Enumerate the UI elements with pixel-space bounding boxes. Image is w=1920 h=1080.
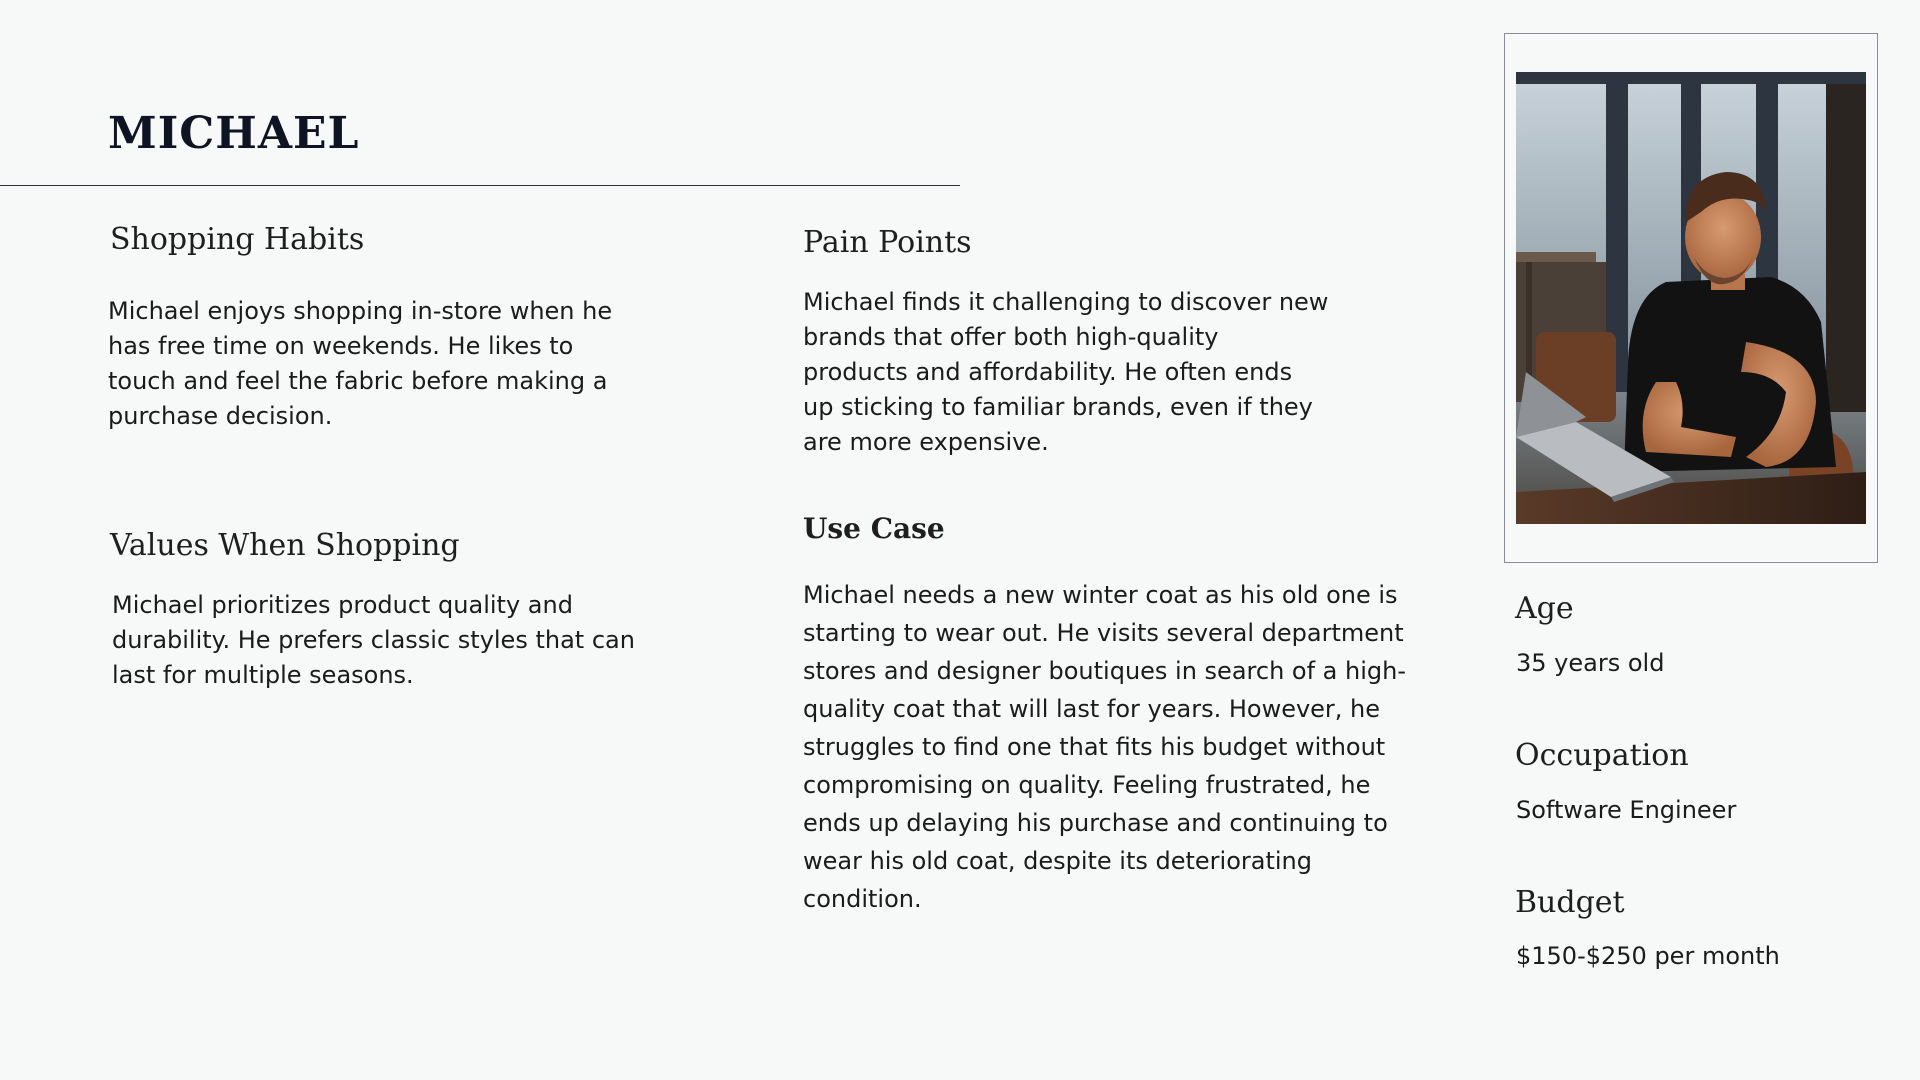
persona-photo-frame xyxy=(1504,33,1878,563)
values-heading: Values When Shopping xyxy=(110,528,460,563)
occupation-value: Software Engineer xyxy=(1516,796,1737,824)
shopping-habits-heading: Shopping Habits xyxy=(110,222,365,257)
occupation-label: Occupation xyxy=(1515,738,1689,773)
persona-photo xyxy=(1516,72,1866,524)
use-case-text: Michael needs a new winter coat as his old one is starting to wear out. He visits several department stores and designer boutiques in search of a high- quality coat that will last for years. However, he struggles to find one that fits his budget without compromising on quality. Feeling frustrated, he ends up delaying his purchase and continuing to wear his old coat, despite its deteriorating condition. xyxy=(803,581,1406,913)
persona-name: MICHAEL xyxy=(108,108,360,159)
title-divider xyxy=(0,185,960,186)
use-case-heading: Use Case xyxy=(803,512,945,545)
values-text: Michael prioritizes product quality and durability. He prefers classic styles that can last for multiple seasons. xyxy=(112,591,635,689)
pain-points-heading: Pain Points xyxy=(803,225,972,260)
budget-value: $150-$250 per month xyxy=(1516,942,1780,970)
shopping-habits-text: Michael enjoys shopping in-store when he has free time on weekends. He likes to touch and feel the fabric before making a purchase decision. xyxy=(108,297,613,430)
budget-label: Budget xyxy=(1515,885,1625,920)
age-value: 35 years old xyxy=(1516,649,1665,677)
age-label: Age xyxy=(1515,591,1574,626)
pain-points-text: Michael finds it challenging to discover new brands that offer both high-quality products and affordability. He often ends up sticking to familiar brands, even if they are more expensive. xyxy=(803,288,1329,456)
